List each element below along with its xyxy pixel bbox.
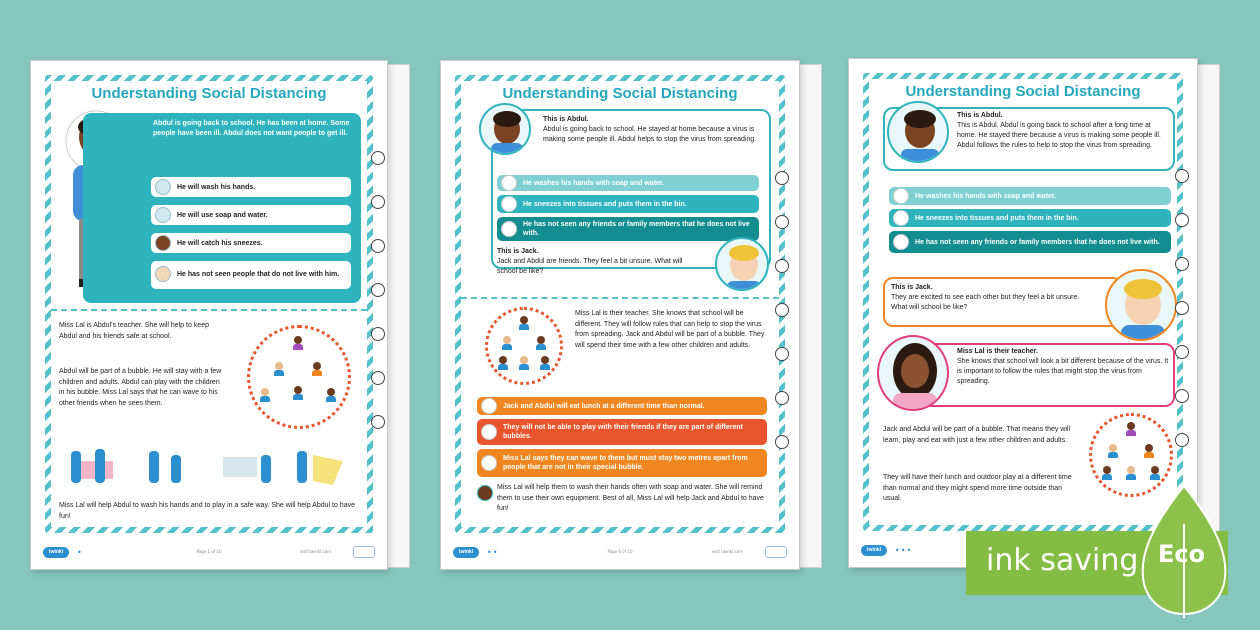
child-icon	[274, 362, 284, 376]
sheet3-binder-holes	[1175, 169, 1191, 477]
soap-icon	[155, 207, 171, 223]
sheet3-para-lunch: They will have their lunch and outdoor play at a different time than normal and they might spend more time outside than usual.	[883, 474, 1072, 502]
sheet2-title: Understanding Social Distancing	[502, 85, 738, 102]
house-icon	[155, 266, 171, 282]
level-dots: •	[77, 548, 83, 557]
child-icon	[519, 356, 529, 370]
child-icon	[502, 336, 512, 350]
house-icon	[893, 234, 909, 250]
house-icon	[501, 221, 517, 237]
sheet3-teacher-text: Miss Lal is their teacher. She knows that school will look a bit different because of the virus. It is important to follow the rules that might stop the virus from spreading.	[957, 348, 1169, 385]
sheet2-bar-play: They will not be able to play with their friends if they are part of different bubbles.	[477, 419, 767, 445]
eco-leaf-label: Eco	[1158, 540, 1206, 568]
sheet3-jack-text: This is Jack. They are excited to see each other but they feel a bit unsure. What will school be like?	[891, 284, 1080, 311]
jack-face-icon	[1107, 271, 1177, 341]
child-icon	[540, 356, 550, 370]
sheet1-para-closing: Miss Lal will help Abdul to wash his hands and to play in a safe way. She will help Abdul to have fun!	[59, 502, 355, 520]
child-icon	[1150, 466, 1160, 480]
child-icon	[1126, 422, 1136, 436]
sheet3-bar-sneeze: He sneezes into tissues and puts them in the bin.	[889, 209, 1171, 227]
sheet2-bubble-ring	[485, 307, 563, 385]
sheet1-page	[30, 60, 388, 570]
sheet2-page	[440, 60, 800, 570]
sheet3-abdul-text: This is Abdul. This is Abdul. Abdul is going back to school after a long time at home. He stayed there because a virus is making some people ill. Abdul follows the rules to help to stop the virus from spreading.	[957, 112, 1161, 149]
jack-portrait	[1105, 269, 1177, 341]
abdul-portrait	[479, 103, 531, 155]
sheet2-bar-lunch: Jack and Abdul will eat lunch at a different time than normal.	[477, 397, 767, 415]
child-icon	[293, 336, 303, 350]
sheet2-jack-text: This is Jack. Jack and Abdul are friends. They feel a bit unsure. What will school be like?	[497, 248, 683, 275]
footer-brand-icon	[765, 546, 787, 558]
sheet2-bar-family: He has not seen any friends or family members that he does not live with.	[497, 217, 759, 241]
sheet1-pill-soap: He will use soap and water.	[151, 205, 351, 225]
sheet2-binder-holes	[775, 171, 791, 479]
sheet2-bar-wash: He washes his hands with soap and water.	[497, 175, 759, 191]
handwash-icon	[501, 175, 517, 191]
teacher-portrait	[877, 335, 949, 411]
child-icon	[312, 362, 322, 376]
sheet2-bar-sneeze: He sneezes into tissues and puts them in the bin.	[497, 195, 759, 213]
teacher-small-icon	[477, 485, 493, 501]
sheet1-divider	[51, 309, 367, 311]
sheet1-pill-wash: He will wash his hands.	[151, 177, 351, 197]
child-icon	[1144, 444, 1154, 458]
sheet1-para-teacher: Miss Lal is Abdul's teacher. She will help to keep Abdul and his friends safe at school.	[59, 322, 209, 340]
sheet1-footer	[43, 543, 375, 561]
sheet1-pill-house: He has not seen people that do not live with him.	[151, 261, 351, 289]
lunch-icon	[481, 398, 497, 414]
play-icon	[481, 424, 497, 440]
child-icon	[1126, 466, 1136, 480]
ink-saving-label: ink saving	[986, 543, 1139, 578]
handwash-icon	[155, 179, 171, 195]
child-icon	[498, 356, 508, 370]
jack-portrait	[715, 237, 769, 291]
sheet1-para-bubble: Abdul will be part of a bubble. He will stay with a few children and adults. Abdul can play with the children in his bubble. Miss Lal says that he can wave to his other friends when he sees them.	[59, 368, 222, 407]
sheet2-bar-wave: Miss Lal says they can wave to them but must stay two metres apart from people that are not in their special bubble.	[477, 449, 767, 477]
child-icon	[519, 316, 529, 330]
child-icon	[1108, 444, 1118, 458]
twinkl-logo: twinkl	[861, 545, 887, 556]
sheet2-teacher-text: Miss Lal is their teacher. She knows that school will be different. They will follow rules that can help to stop the virus from spreading. Jack and Abdul will be part of a bubble. They will spend their time with a few other children and adults.	[575, 310, 765, 349]
sneeze-icon	[893, 210, 909, 226]
sheet3-title: Understanding Social Distancing	[905, 83, 1141, 100]
page-number: Page 6 of 10	[607, 549, 633, 554]
child-icon	[536, 336, 546, 350]
handwash-icon	[893, 188, 909, 204]
sheet2-footer	[453, 543, 787, 561]
sheet2-abdul-text: This is Abdul. Abdul is going back to school. He stayed at home because a virus is making some people ill. Abdul helps to stop the virus from spreading.	[543, 116, 757, 143]
sheet2-divider	[461, 297, 779, 299]
sheet3-para-bubble: Jack and Abdul will be part of a bubble. That means they will learn, play and eat with just a few other children and adults.	[883, 426, 1071, 444]
sheet1-binder-holes	[371, 151, 387, 459]
level-dots: •••	[895, 546, 913, 555]
footer-link[interactable]: visit twinkl.com	[299, 549, 331, 554]
sheet1-title: Understanding Social Distancing	[91, 85, 327, 102]
jack-face-icon	[717, 239, 769, 291]
twinkl-logo: twinkl	[453, 547, 479, 558]
child-icon	[293, 386, 303, 400]
sheet3-bar-wash: He washes his hands with soap and water.	[889, 187, 1171, 205]
sneeze-icon	[155, 235, 171, 251]
child-icon	[260, 388, 270, 402]
sneeze-icon	[501, 196, 517, 212]
level-dots: ••	[487, 548, 499, 557]
wave-icon	[481, 455, 497, 471]
child-icon	[1102, 466, 1112, 480]
sheet1-bubble-ring	[247, 325, 351, 429]
sheet2-closing-text: Miss Lal will help them to wash their hands often with soap and water. She will remind them to use their own equipment. Best of all, Miss Lal will help Jack and Abdul to have fun!	[497, 484, 764, 512]
child-icon	[326, 388, 336, 402]
sheet2-frame	[455, 75, 785, 533]
twinkl-logo: twinkl	[43, 547, 69, 558]
footer-link[interactable]: visit twinkl.com	[711, 549, 743, 554]
sheet1-intro-text: Abdul is going back to school. He has been at home. Some people have been ill. Abdul does not want people to get ill.	[153, 120, 350, 137]
footer-brand-icon	[353, 546, 375, 558]
abdul-portrait	[887, 101, 949, 163]
sheet1-frame	[45, 75, 373, 533]
sheet3-bar-family: He has not seen any friends or family members that he does not live with.	[889, 231, 1171, 253]
page-number: Page 1 of 10	[196, 549, 222, 554]
sheet1-pill-sneeze: He will catch his sneezes.	[151, 233, 351, 253]
sheet3-frame	[863, 73, 1183, 531]
sheet1-activity-scenes	[65, 441, 355, 495]
